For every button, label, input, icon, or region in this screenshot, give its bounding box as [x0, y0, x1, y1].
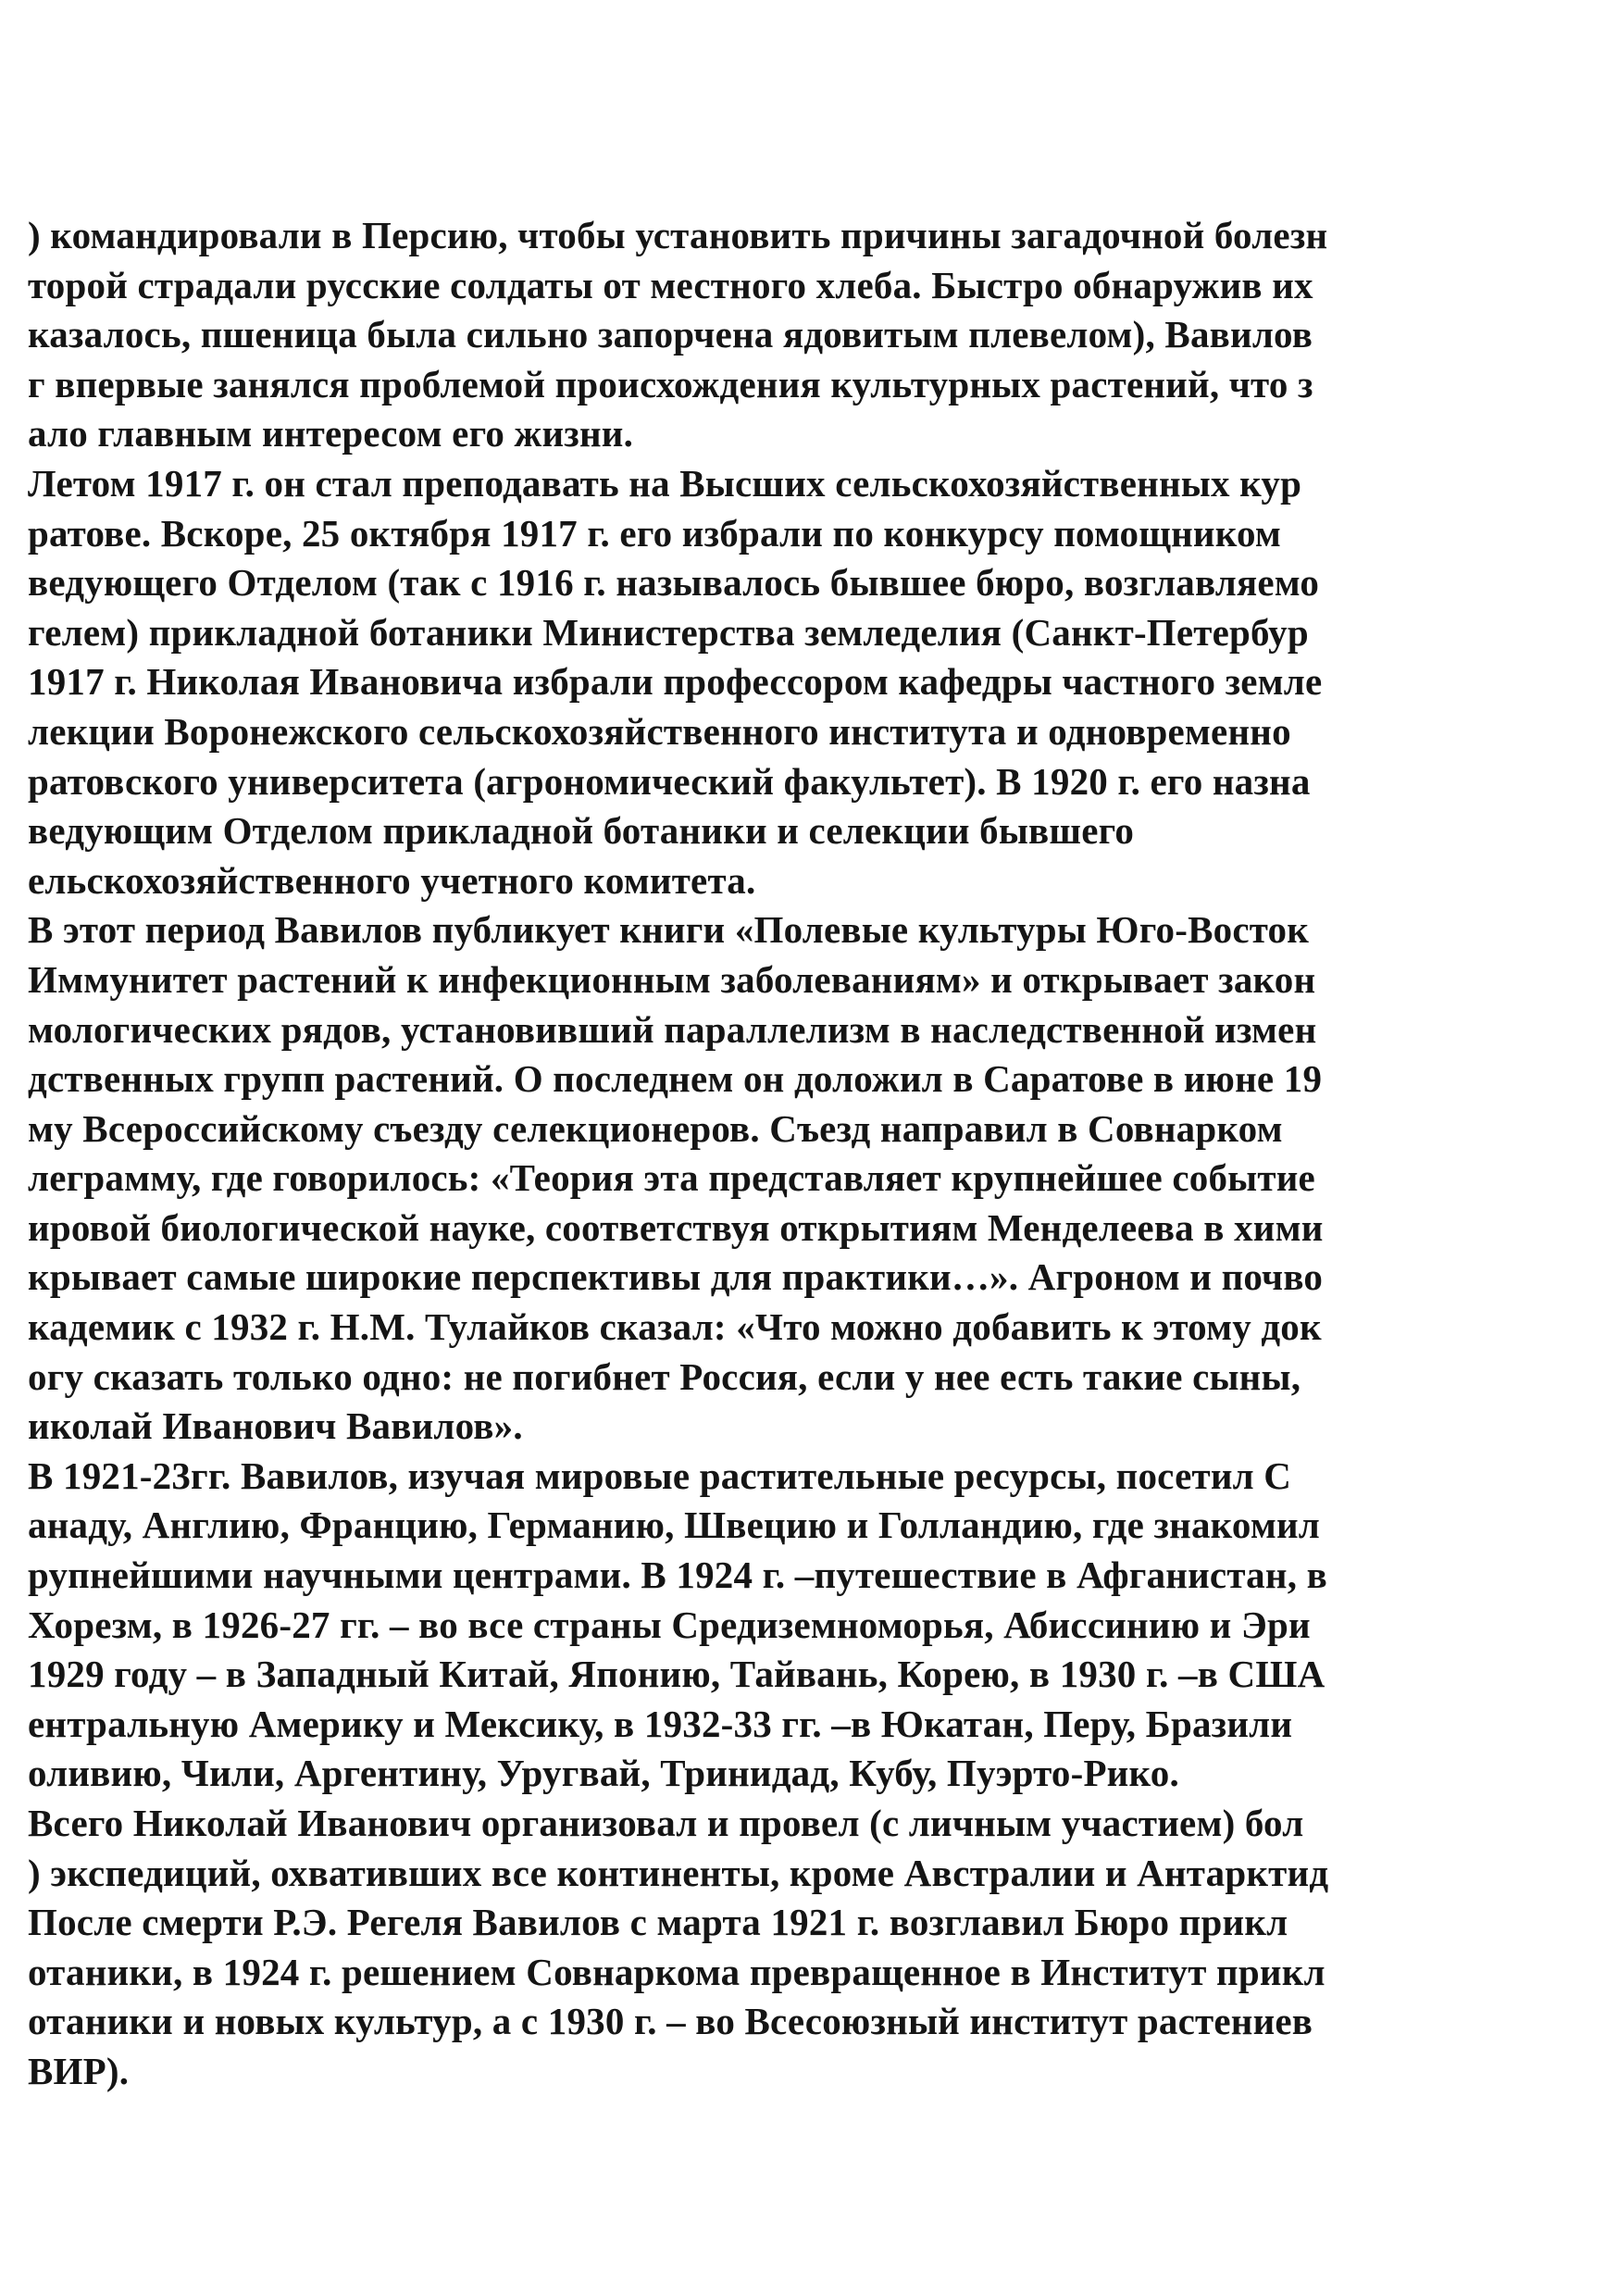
text-line: му Всероссийскому съезду селекционеров. Съезд направил в Совнарком [28, 1106, 1283, 1150]
text-line: Летом 1917 г. он стал преподавать на Высших сельскохозяйственных кур [28, 461, 1302, 505]
text-line: ВИР). [28, 2049, 130, 2092]
body-text [28, 211, 1618, 2097]
text-line: В этот период Вавилов публикует книги «Полевые культуры Юго-Восток [28, 908, 1310, 952]
text-line: огу сказать только одно: не погибнет Россия, если у нее есть такие сыны, [28, 1354, 1301, 1398]
text-line: ельскохозяйственного учетного комитета. [28, 858, 756, 902]
text-line: ратовского университета (агрономический факультет). В 1920 г. его назна [28, 759, 1311, 803]
text-line: Иммунитет растений к инфекционным заболеваниям» и открывает закон [28, 957, 1316, 1001]
text-line: ) командировали в Персию, чтобы установить причины загадочной болезн [28, 214, 1328, 256]
text-line: 1929 году – в Западный Китай, Японию, Тайвань, Корею, в 1930 г. –в США [28, 1653, 1326, 1696]
text-line: 1917 г. Николая Ивановича избрали профессором кафедры частного земле [28, 660, 1323, 704]
text-line: В 1921-23гг. Вавилов, изучая мировые растительные ресурсы, посетил С [28, 1454, 1292, 1497]
text-line: иколай Иванович Вавилов». [28, 1404, 523, 1448]
text-line: отаники, в 1924 г. решением Совнаркома превращенное в Институт прикл [28, 1950, 1326, 1993]
text-line: крывает самые широкие перспективы для практики…». Агроном и почво [28, 1255, 1324, 1299]
text-line: ало главным интересом его жизни. [28, 412, 634, 455]
text-line: оливию, Чили, Аргентину, Уругвай, Тринидад, Кубу, Пуэрто-Рико. [28, 1752, 1179, 1795]
text-line: г впервые занялся проблемой происхождения культурных растений, что з [28, 362, 1313, 406]
text-line: Всего Николай Иванович организовал и провел (с личным участием) бол [28, 1802, 1304, 1844]
text-line: мологических рядов, установивший параллелизм в наследственной измен [28, 1007, 1317, 1051]
text-line: анаду, Англию, Францию, Германию, Швецию и Голландию, где знакомил [28, 1504, 1321, 1547]
text-line: лекции Воронежского сельскохозяйственного института и одновременно [28, 709, 1291, 753]
text-line: гелем) прикладной ботаники Министерства земледелия (Санкт-Петербур [28, 610, 1309, 654]
text-line: ентральную Америку и Мексику, в 1932-33 гг. –в Юкатан, Перу, Бразили [28, 1702, 1293, 1745]
text-line: ировой биологической науке, соответствуя открытиям Менделеева в хими [28, 1205, 1324, 1249]
text-line: отаники и новых культур, а с 1930 г. – во Всесоюзный институт растениев [28, 2000, 1313, 2043]
text-line: леграмму, где говорилось: «Теория эта представляет крупнейшее событие [28, 1156, 1315, 1200]
text-line: ведующего Отделом (так с 1916 г. называлось бывшее бюро, возглавляемо [28, 561, 1320, 605]
text-line: ) экспедиций, охвативших все континенты, кроме Австралии и Антарктид [28, 1851, 1329, 1894]
text-line: рупнейшими научными центрами. В 1924 г. –путешествие в Афганистан, в [28, 1554, 1327, 1597]
text-line: казалось, пшеница была сильно запорчена ядовитым плевелом), Вавилов [28, 313, 1313, 356]
text-line: торой страдали русские солдаты от местного хлеба. Быстро обнаружив их [28, 263, 1313, 306]
text-line: ратове. Вскоре, 25 октября 1917 г. его избрали по конкурсу помощником [28, 511, 1282, 555]
text-line: Хорезм, в 1926-27 гг. – во все страны Средиземноморья, Абиссинию и Эри [28, 1603, 1311, 1646]
text-line: кадемик с 1932 г. Н.М. Тулайков сказал: «Что можно добавить к этому док [28, 1305, 1322, 1349]
text-line: После смерти Р.Э. Регеля Вавилов с марта 1921 г. возглавил Бюро прикл [28, 1901, 1288, 1944]
text-line: ведующим Отделом прикладной ботаники и селекции бывшего [28, 809, 1135, 853]
text-line: дственных групп растений. О последнем он доложил в Саратове в июне 19 [28, 1057, 1323, 1101]
